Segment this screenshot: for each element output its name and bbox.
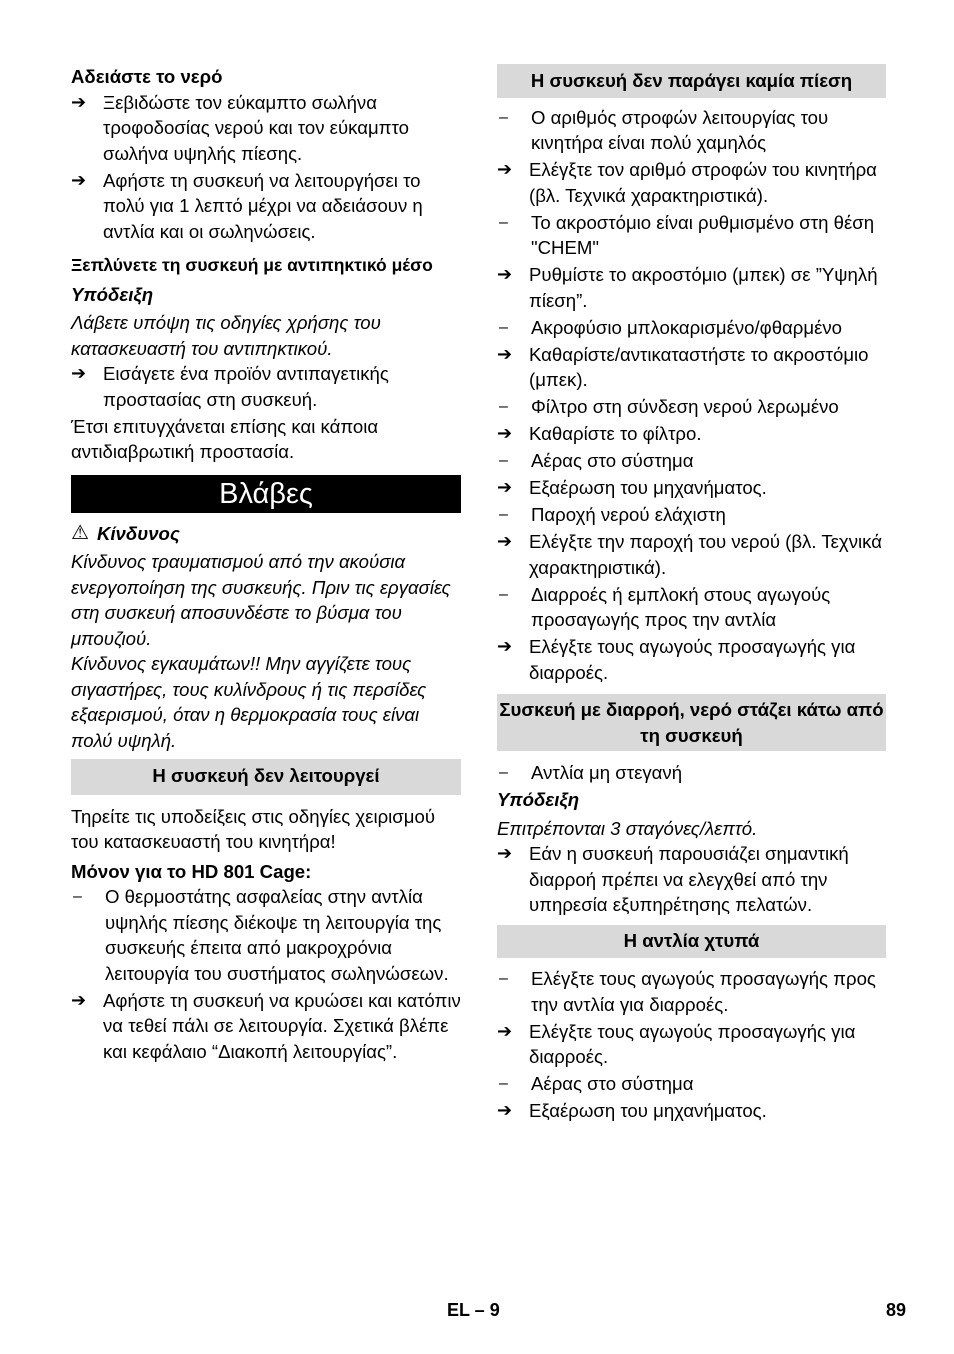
list-item (497, 157, 886, 208)
section-bar-knock: Η αντλία χτυπά (497, 925, 886, 959)
dash-icon: – (499, 1075, 508, 1092)
hint-title: Υπόδειξη (497, 789, 580, 810)
section-bar-no-pressure: Η συσκευή δεν παράγει καμία πίεση (497, 64, 886, 98)
list-item (497, 841, 886, 918)
list-item-text: Αφήστε τη συσκευή να κρυώσει και κατόπιν να τεθεί πάλι σε λειτουργία. Σχετικά βλέπε και κεφάλαιο “Διακοπή λειτουργίας”. (103, 989, 461, 1062)
hint-text: Λάβετε υπόψη τις οδηγίες χρήσης του κατασκευαστή του αντιπηκτικού. (71, 312, 381, 359)
list-item-text: Ελέγξτε τους αγωγούς προσαγωγής προς την αντλία για διαρροές. (531, 968, 876, 1015)
list-item-text: Παροχή νερού ελάχιστη (531, 504, 726, 525)
arrow-icon: ➔ (71, 91, 87, 112)
list-item-text: Ο αριθμός στροφών λειτουργίας του κινητήρα είναι πολύ χαμηλός (531, 106, 829, 153)
list-item-text: Ελέγξτε τους αγωγούς προσαγωγής για διαρροές. (529, 636, 856, 683)
danger-text-1: Κίνδυνος τραυματισμού από την ακούσια ενεργοποίηση της συσκευής. Πριν τις εργασίες στη συσκευή αποσυνδέστε το βύσμα του μπουζιού. (71, 551, 451, 649)
arrow-icon: ➔ (497, 1100, 513, 1120)
list-item-text: Ρυθμίστε το ακροστόμιο (μπεκ) σε ”Υψηλή πίεση”. (529, 264, 878, 311)
list-item (497, 262, 886, 313)
list-item-text: Διαρροές ή εμπλοκή στους αγωγούς προσαγωγής προς την αντλία (531, 583, 831, 630)
list-item-text: Το ακροστόμιο είναι ρυθμισμένο στη θέση "CHEM" (531, 211, 875, 258)
list-item (71, 884, 461, 986)
list-item-text: Ακροφύσιο μπλοκαρισμένο/φθαρμένο (531, 316, 843, 338)
list-item-text: Εάν η συσκευή παρουσιάζει σημαντική διαρροή πρέπει να ελεγχθεί από την υπηρεσία εξυπηρέτησης πελατών. (529, 843, 849, 915)
list-item-text: Καθαρίστε/αντικαταστήστε το ακροστόμιο (μπεκ). (529, 343, 869, 390)
footer-section-code: EL – 9 (447, 1300, 500, 1320)
arrow-icon: ➔ (71, 169, 87, 190)
list-item (497, 502, 886, 528)
list-item-text: Αντλία μη στεγανή (531, 762, 683, 783)
danger-text-2: Κίνδυνος εγκαυμάτων!! Μην αγγίζετε τους σιγαστήρες, τους κυλίνδρους ή τις περσίδες εξαερισμού, όταν η θερμοκρασία τους είναι πολύ υψηλή. (71, 653, 427, 751)
list-item-text: Ελέγξτε τον αριθμό στροφών του κινητήρα (βλ. Τεχνικά χαρακτηριστικά). (529, 159, 877, 206)
arrow-icon: ➔ (497, 1020, 513, 1041)
list-item (497, 315, 886, 341)
dash-icon: – (499, 452, 508, 469)
list-item-text: Φίλτρο στη σύνδεση νερού λερωμένο (531, 396, 839, 417)
dash-icon: – (499, 213, 508, 231)
section-title-empty-water: Αδειάστε το νερό (71, 66, 223, 87)
arrow-icon: ➔ (497, 423, 513, 443)
list-item (71, 90, 461, 167)
dash-icon: – (499, 970, 508, 987)
list-item-text: Αφήστε τη συσκευή να λειτουργήσει το πολύ για 1 λεπτό μέχρι να αδειάσουν η αντλία και οι σωληνώσεις. (103, 169, 423, 242)
danger-heading (71, 521, 461, 547)
list-item (497, 966, 886, 1017)
danger-title: Κίνδυνος (96, 522, 180, 544)
arrow-icon: ➔ (497, 531, 513, 551)
list-item (497, 105, 886, 156)
section-title-antifreeze: Ξεπλύνετε τη συσκευή με αντιπηκτικό μέσο (71, 255, 433, 275)
section-bar-not-working: Η συσκευή δεν λειτουργεί (71, 759, 461, 795)
list-item (497, 1098, 886, 1124)
antifreeze-note: Έτσι επιτυγχάνεται επίσης και κάποια αντιδιαβρωτική προστασία. (71, 415, 379, 462)
list-item (497, 475, 886, 501)
arrow-icon: ➔ (71, 363, 87, 383)
list-item-text: Αέρας στο σύστημα (531, 450, 694, 471)
dash-icon: – (499, 318, 508, 336)
right-column (497, 64, 886, 1125)
list-item-text: Ξεβιδώστε τον εύκαμπτο σωλήνα τροφοδοσίας νερού και τον εύκαμπτο σωλήνα υψηλής πίεσης. (103, 91, 409, 164)
list-item (71, 988, 461, 1065)
list-item-text: Αέρας στο σύστημα (531, 1073, 694, 1094)
list-item (497, 1071, 886, 1097)
hint-title: Υπόδειξη (71, 283, 154, 305)
list-item (497, 529, 886, 580)
hint-text: Επιτρέπονται 3 σταγόνες/λεπτό. (497, 817, 758, 839)
dash-icon: – (499, 764, 508, 781)
list-item (497, 342, 886, 393)
dash-icon: – (499, 108, 508, 126)
list-item (497, 421, 886, 447)
dash-icon: – (499, 506, 508, 523)
dash-icon: – (499, 585, 508, 603)
list-item (497, 394, 886, 420)
arrow-icon: ➔ (497, 343, 513, 364)
list-item-text: Εισάγετε ένα προϊόν αντιπαγετικής προστασίας στη συσκευή. (103, 363, 389, 410)
warning-icon: ⚠ (71, 521, 89, 544)
list-item (497, 1019, 886, 1070)
arrow-icon: ➔ (497, 159, 513, 179)
page-number: 89 (885, 1300, 906, 1320)
arrow-icon: ➔ (497, 636, 513, 656)
no-pressure-list (497, 105, 886, 686)
arrow-icon: ➔ (71, 989, 87, 1010)
list-item-text: Εξαέρωση του μηχανήματος. (529, 1100, 767, 1121)
knock-list (497, 966, 886, 1124)
list-item (497, 448, 886, 474)
arrow-icon: ➔ (497, 264, 513, 284)
list-item (71, 168, 461, 245)
list-item-text: Ελέγξτε τους αγωγούς προσαγωγής για διαρροές. (529, 1020, 856, 1067)
list-item-text: Ο θερμοστάτης ασφαλείας στην αντλία υψηλής πίεσης διέκοψε τη λειτουργία της συσκευής έπειτα από μακροχρόνια λειτουργία του συστήματος σωληνώσεων. (105, 886, 449, 984)
section-bar-leak: Συσκευή με διαρροή, νερό στάζει κάτω από τη συσκευή (497, 694, 886, 751)
list-item-text: Εξαέρωση του μηχανήματος. (529, 477, 767, 498)
list-item (497, 760, 886, 786)
not-working-text: Τηρείτε τις υποδείξεις στις οδηγίες χειρισμού του κατασκευαστή του κινητήρα! (71, 805, 435, 852)
arrow-icon: ➔ (497, 477, 513, 497)
list-item-text: Ελέγξτε την παροχή του νερού (βλ. Τεχνικά χαρακτηριστικά). (529, 531, 882, 578)
list-item (497, 210, 886, 261)
list-item-text: Καθαρίστε το φίλτρο. (529, 423, 702, 444)
list-item (497, 582, 886, 633)
list-item (71, 361, 461, 412)
arrow-icon: ➔ (497, 843, 513, 863)
dash-icon: – (499, 398, 508, 415)
left-column (71, 64, 461, 1066)
list-item (497, 634, 886, 685)
dash-icon: – (73, 888, 82, 905)
faults-heading: Βλάβες (71, 475, 461, 513)
not-working-subtitle: Μόνον για το HD 801 Cage: (71, 860, 312, 882)
